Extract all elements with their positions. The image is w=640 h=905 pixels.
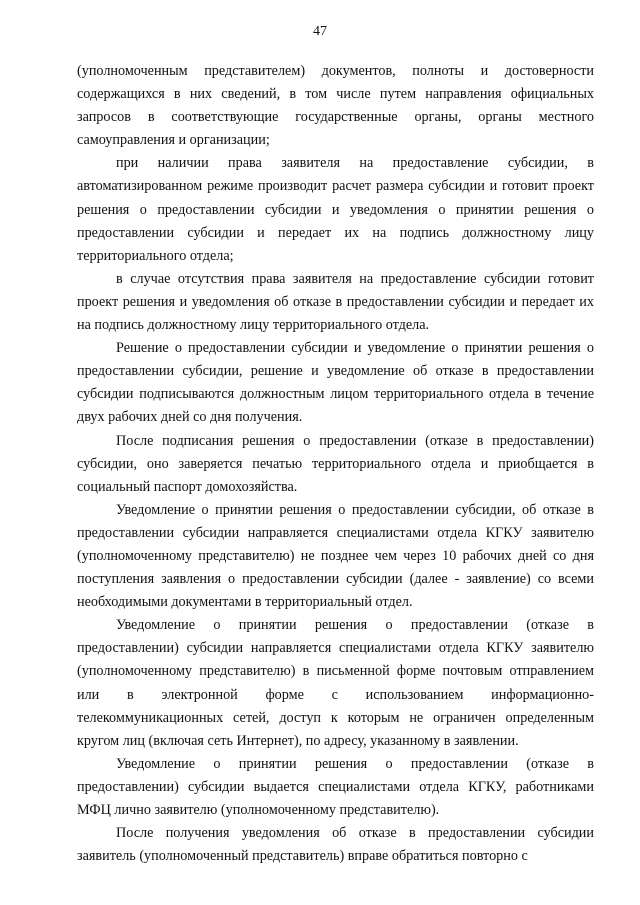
paragraph-1: (уполномоченным представителем) документов, полноты и достоверности содержащихся в них сведений, в том числе путем направления официальных запросов в соответствующие государственные органы, органы местного самоуправления и организации;	[77, 63, 594, 149]
page-number: 47	[313, 24, 327, 39]
paragraph-9: После получения уведомления об отказе в предоставлении субсидии заявитель (уполномоченный представитель) вправе обратиться повторно с	[77, 825, 594, 865]
paragraph-8: Уведомление о принятии решения о предоставлении (отказе в предоставлении) субсидии выдается специалистами отдела КГКУ, работниками МФЦ лично заявителю (уполномоченному представителю).	[77, 755, 594, 818]
paragraph-2: при наличии права заявителя на предоставление субсидии, в автоматизированном режиме производит расчет размера субсидии и готовит проект решения о предоставлении субсидии и уведомления о принятии решения о предоставлении субсидии и передает их на подпись должностному лицу территориального отдела;	[77, 155, 594, 264]
paragraph-3: в случае отсутствия права заявителя на предоставление субсидии готовит проект решения и уведомления об отказе в предоставлении субсидии и передает их на подпись должностному лицу территориального отдела.	[77, 270, 594, 334]
paragraph-6: Уведомление о принятии решения о предоставлении субсидии, об отказе в предоставлении субсидии направляется специалистами отдела КГКУ заявителю (уполномоченному представителю) не позднее чем через 10 рабочих дней со дня поступления заявления о предоставлении субсидии (далее - заявление) со всеми необходимыми документами в территориальный отдел.	[77, 501, 594, 611]
paragraph-5: После подписания решения о предоставлении (отказе в предоставлении) субсидии, оно заверяется печатью территориального отдела и приобщается в социальный паспорт домохозяйства.	[77, 432, 594, 495]
document-body	[77, 60, 594, 868]
paragraph-4: Решение о предоставлении субсидии и уведомление о принятии решения о предоставлении субсидии, решение и уведомление об отказе в предоставлении субсидии подписываются должностным лицом территориального отдела в течение двух рабочих дней со дня получения.	[77, 340, 594, 426]
paragraph-7: Уведомление о принятии решения о предоставлении (отказе в предоставлении) субсидии направляется специалистами отдела КГКУ заявителю (уполномоченному представителю) в письменной форме почтовым отправлением или в электронной форме с использованием информационно-телекоммуникационных сетей, доступ к которым не ограничен определенным кругом лиц (включая сеть Интернет), по адресу, указанному в заявлении.	[77, 617, 594, 749]
